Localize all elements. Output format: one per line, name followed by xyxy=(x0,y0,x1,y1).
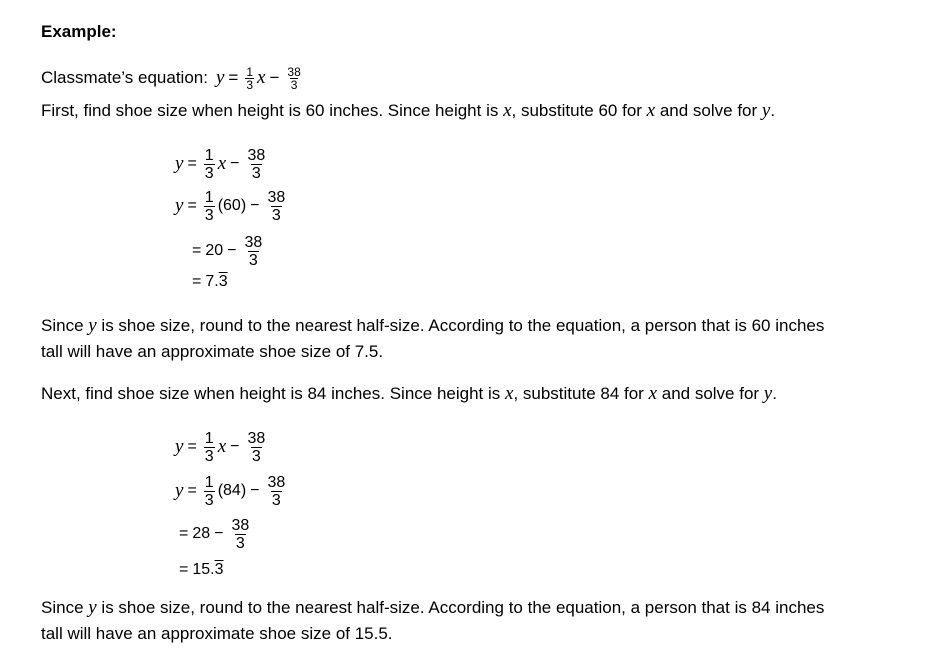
var-x: x xyxy=(648,383,658,404)
fraction: $\frac{38}{3}$ xyxy=(231,516,250,552)
var-x: x xyxy=(503,100,512,121)
part1-work-line-3: = 20 − $\frac{38}{3}$ xyxy=(192,233,263,269)
fraction-38-thirds: $\frac{38}{3}$ xyxy=(287,64,301,92)
eq-equals: = xyxy=(228,68,239,87)
fraction: $\frac{38}{3}$ xyxy=(247,146,266,182)
part1-work-line-4: = 7. 3 xyxy=(192,273,228,290)
classmate-equation-line xyxy=(41,58,305,98)
result-integer-part: 15. xyxy=(192,561,215,578)
classmate-equation-label: Classmate’s equation: xyxy=(41,68,208,87)
fraction: $\frac{38}{3}$ xyxy=(247,429,266,465)
repeating-digit: 3 xyxy=(218,273,228,290)
part2-work-line-1: y = $\frac{1}{3}$ x − $\frac{38}{3}$ xyxy=(175,429,266,465)
var-y: y xyxy=(763,383,773,404)
result-integer-part: 7. xyxy=(205,273,219,290)
var-x: x xyxy=(646,100,656,121)
var-y: y xyxy=(761,100,771,121)
var-y: y xyxy=(88,315,97,336)
part2-instruction: Next, find shoe size when height is 84 inches. Since height is x, substitute 84 for x and solve for y. xyxy=(41,383,777,404)
part2-work-line-2: y = $\frac{1}{3}$ (84) − $\frac{38}{3}$ xyxy=(175,473,286,509)
part2-work-line-3: = 28 − $\frac{38}{3}$ xyxy=(179,516,250,552)
part1-work-line-2: y = $\frac{1}{3}$ (60) − $\frac{38}{3}$ xyxy=(175,188,286,224)
part1-conclusion-line-1: Since y is shoe size, round to the nearest half-size. According to the equation, a person that is 60 inches xyxy=(41,315,825,336)
eq-x: x xyxy=(257,67,266,88)
fraction: $\frac{1}{3}$ xyxy=(204,429,214,465)
fraction: $\frac{38}{3}$ xyxy=(267,473,286,509)
var-y: y xyxy=(88,597,97,618)
repeating-digit: 3 xyxy=(214,561,224,578)
example-heading: Example: xyxy=(41,22,117,41)
part2-conclusion-line-1: Since y is shoe size, round to the nearest half-size. According to the equation, a person that is 84 inches xyxy=(41,597,825,618)
part1-work-line-1: y = $\frac{1}{3}$ x − $\frac{38}{3}$ xyxy=(175,146,266,182)
part2-conclusion-line-2: tall will have an approximate shoe size of 15.5. xyxy=(41,624,393,643)
part1-instruction: First, find shoe size when height is 60 inches. Since height is x, substitute 60 for x and solve for y. xyxy=(41,100,776,121)
eq-y: y xyxy=(215,67,225,88)
part1-conclusion-line-2: tall will have an approximate shoe size of 7.5. xyxy=(41,342,384,361)
fraction: $\frac{38}{3}$ xyxy=(244,233,263,269)
eq-minus: − xyxy=(269,68,280,87)
fraction: $\frac{1}{3}$ xyxy=(204,473,214,509)
fraction-one-third: $\frac{1}{3}$ xyxy=(246,64,254,92)
fraction: $\frac{1}{3}$ xyxy=(204,188,214,224)
fraction: $\frac{38}{3}$ xyxy=(267,188,286,224)
var-x: x xyxy=(505,383,514,404)
fraction: $\frac{1}{3}$ xyxy=(204,146,214,182)
part2-work-line-4: = 15. 3 xyxy=(179,561,224,578)
